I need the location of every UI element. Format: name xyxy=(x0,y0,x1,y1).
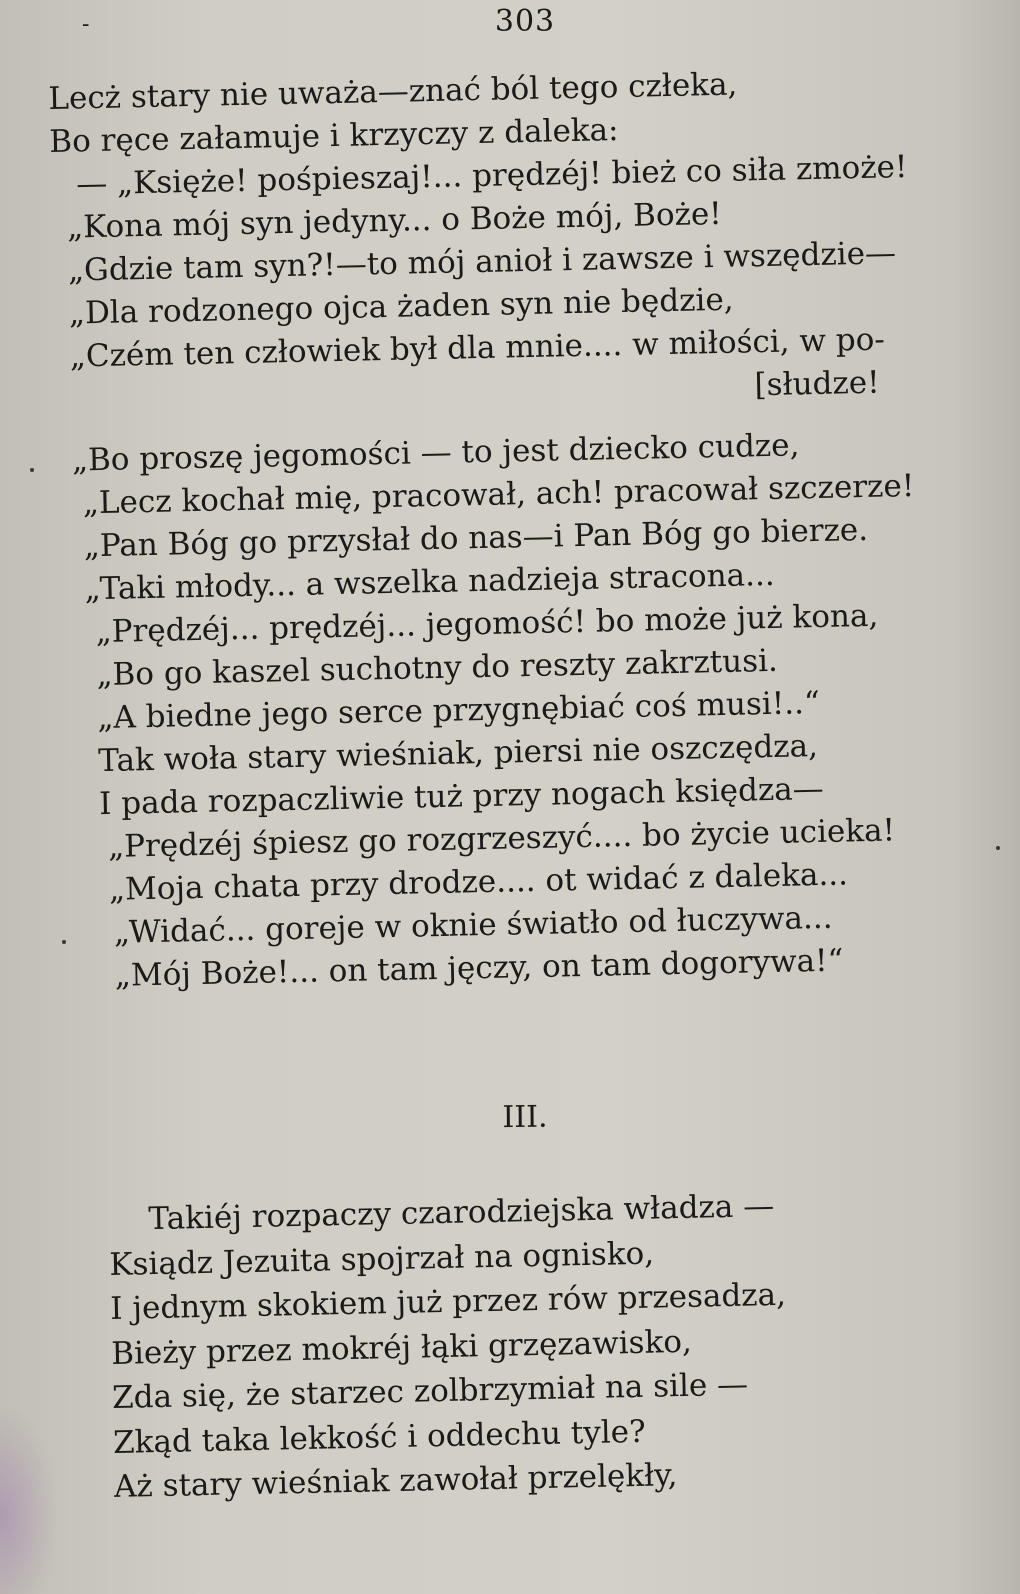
verse-line: „Prędzéj... prędzéj... jegomość! bo może już kona, xyxy=(95,597,879,651)
verse-line: Zda się, że starzec zolbrzymiał na sile — xyxy=(111,1366,749,1416)
verse-line: — „Księże! pośpieszaj!... prędzéj! bież co siła zmoże! xyxy=(75,149,908,203)
verse-line: Ksiądz Jezuita spojrzał na ognisko, xyxy=(109,1235,655,1283)
page-number: 303 xyxy=(494,4,556,39)
ink-speck xyxy=(62,940,66,944)
verse-line: „Taki młody... a wszelka nadzieja stracona... xyxy=(84,556,776,608)
verse-line: „Prędzéj śpiesz go rozgrzeszyć.... bo życie ucieka! xyxy=(107,812,896,865)
verse-line: Lecż stary nie uważa—znać ból tego człeka, xyxy=(48,66,738,117)
verse-line-continuation: [słudze! xyxy=(754,364,880,404)
verse-line: „Kona mój syn jedyny... o Boże mój, Boże! xyxy=(66,195,723,246)
verse-line: „A biedne jego serce przygnębiać coś musi!..“ xyxy=(97,684,821,737)
verse-line: I jednym skokiem już przez rów przesadza, xyxy=(109,1276,787,1327)
verse-line: „Mój Boże!... on tam jęczy, on tam dogorywa!“ xyxy=(114,942,844,994)
verse-line: „Dla rodzonego ojca żaden syn nie będzie, xyxy=(68,281,734,332)
verse-line: „Pan Bóg go przysłał do nas—i Pan Bóg go bierze. xyxy=(83,511,869,565)
verse-line: „Gdzie tam syn?!—to mój anioł i zawsze i wszędzie— xyxy=(67,235,897,289)
page-stain xyxy=(0,1400,60,1594)
corner-mark: - xyxy=(82,12,90,37)
verse-line: Zkąd taka lekkość i oddechu tyle? xyxy=(112,1413,647,1461)
verse-line: Tak woła stary wieśniak, piersi nie oszczędza, xyxy=(97,728,819,780)
verse-line: „Widać... goreje w oknie światło od łuczywa... xyxy=(113,899,833,951)
verse-line: „Czém ten człowiek był dla mnie.... w miłości, w po- xyxy=(69,321,886,375)
verse-line: Aż stary wieśniak zawołał przelękły, xyxy=(113,1457,678,1505)
verse-line: „Moja chata przy drodze.... ot widać z daleka... xyxy=(108,856,849,908)
verse-line: „Lecz kochał mię, pracował, ach! pracował szczerze! xyxy=(82,467,915,522)
ink-speck xyxy=(996,846,1000,850)
ink-speck xyxy=(30,468,34,472)
verse-section-iii xyxy=(108,1181,914,1509)
verse-line: Bieży przez mokréj łąki grzęzawisko, xyxy=(110,1323,693,1372)
verse-line: Bo ręce załamuje i krzyczy z daleka: xyxy=(48,112,619,160)
section-numeral: III. xyxy=(502,1099,548,1136)
verse-line: Takiéj rozpaczy czarodziejska władza — xyxy=(148,1188,775,1238)
verse-line: I pada rozpaczliwie tuż przy nogach księdza— xyxy=(98,770,825,823)
verse-section-ii-continued xyxy=(48,59,967,999)
verse-line: „Bo go kaszel suchotny do reszty zakrztusi. xyxy=(96,642,779,694)
verse-line: „Bo proszę jegomości — to jest dziecko cudze, xyxy=(71,427,800,479)
